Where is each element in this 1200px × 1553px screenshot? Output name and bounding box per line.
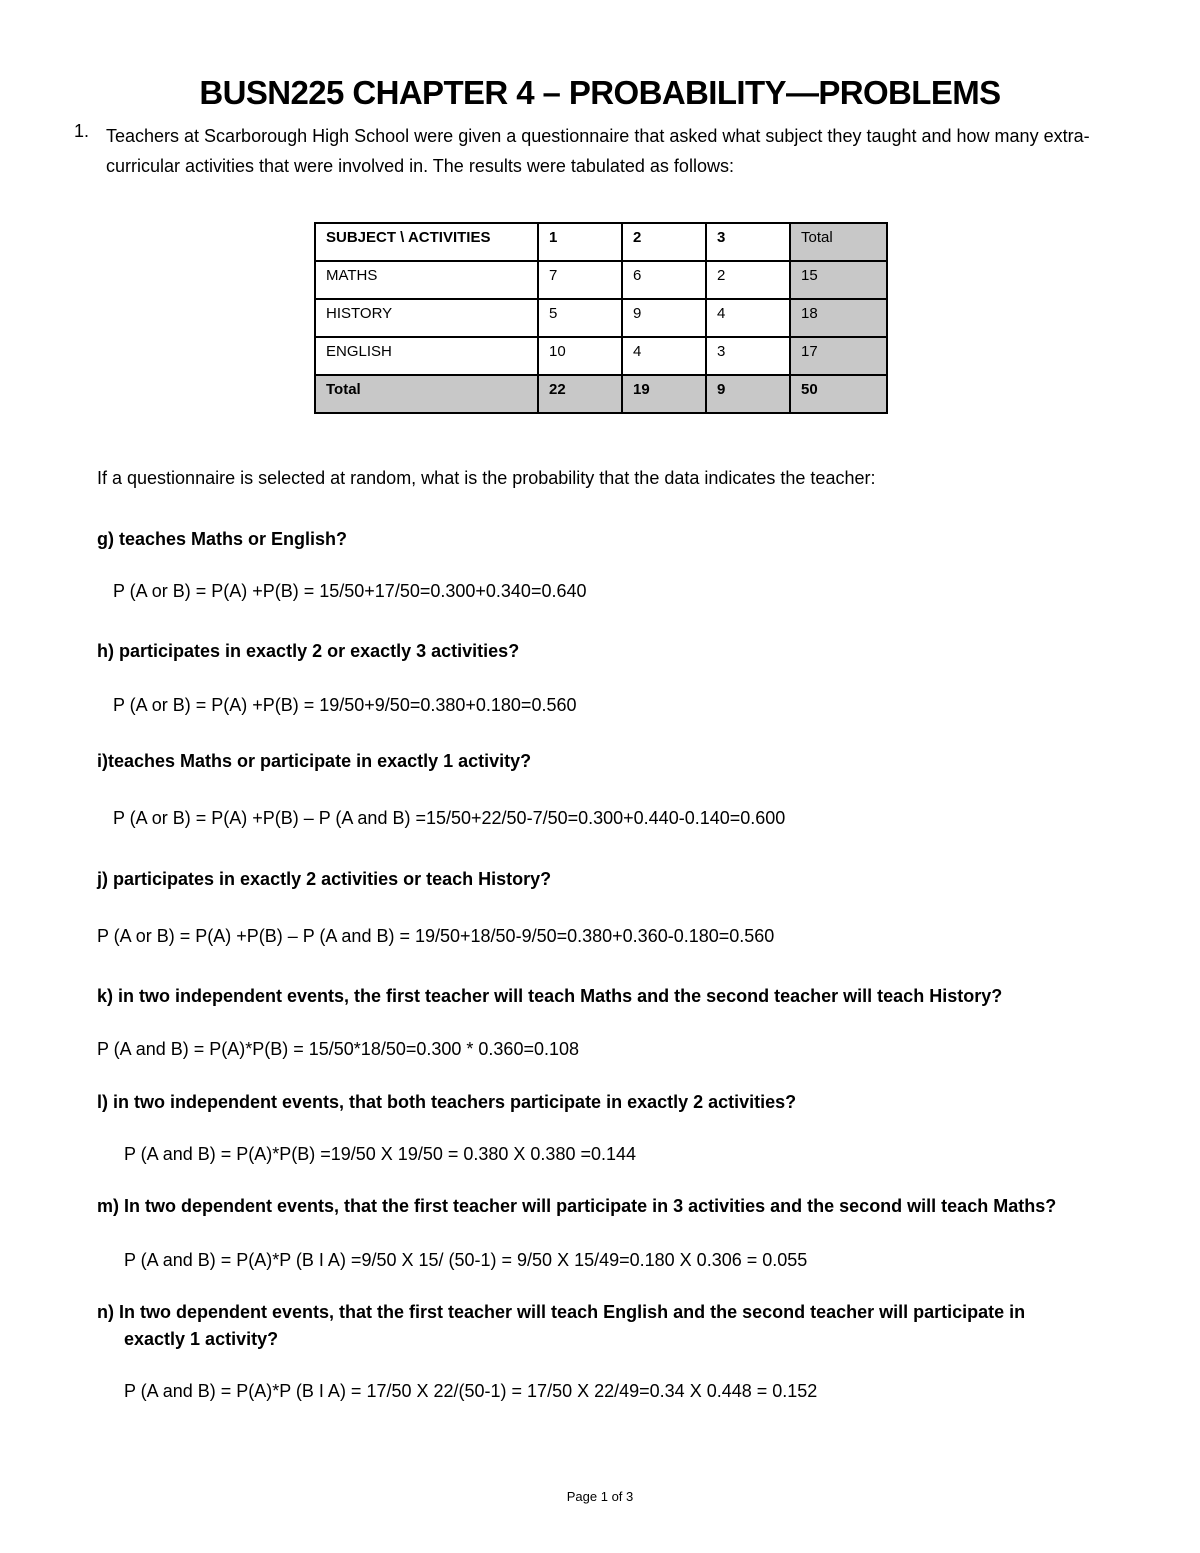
answer-i: P (A or B) = P(A) +P(B) – P (A and B) =15/50+22/50-7/50=0.300+0.440-0.140=0.600 <box>113 808 786 828</box>
table-cell: 7 <box>538 261 622 299</box>
problem-number: 1. <box>74 121 90 141</box>
answer-n: P (A and B) = P(A)*P (B I A) = 17/50 X 22/(50-1) = 17/50 X 22/49=0.34 X 0.448 = 0.152 <box>124 1381 818 1401</box>
question-n-continued: exactly 1 activity? <box>124 1329 279 1349</box>
table-total-row <box>315 375 887 413</box>
table-header-row <box>315 223 887 261</box>
question-k: k) in two independent events, the first teacher will teach Maths and the second teacher will teach History? <box>97 986 1003 1006</box>
answer-m: P (A and B) = P(A)*P (B I A) =9/50 X 15/ (50-1) = 9/50 X 15/49=0.180 X 0.306 = 0.055 <box>124 1250 808 1270</box>
table-cell: 15 <box>790 261 887 299</box>
table-cell: 50 <box>790 375 887 413</box>
table-header-cell: 1 <box>538 223 622 261</box>
table-cell: 2 <box>706 261 790 299</box>
question-h: h) participates in exactly 2 or exactly 3 activities? <box>97 641 520 661</box>
table-cell: 3 <box>706 337 790 375</box>
table-cell: 19 <box>622 375 706 413</box>
table-cell: ENGLISH <box>315 337 538 375</box>
page-number: Page 1 of 3 <box>566 1489 634 1504</box>
table-cell: 9 <box>622 299 706 337</box>
question-m: m) In two dependent events, that the first teacher will participate in 3 activities and the second will teach Maths? <box>97 1196 1057 1216</box>
answer-h: P (A or B) = P(A) +P(B) = 19/50+9/50=0.380+0.180=0.560 <box>113 695 577 715</box>
question-i: i)teaches Maths or participate in exactly 1 activity? <box>97 751 532 771</box>
answer-l: P (A and B) = P(A)*P(B) =19/50 X 19/50 = 0.380 X 0.380 =0.144 <box>124 1144 637 1164</box>
table-header-cell: Total <box>790 223 887 261</box>
table-row <box>315 299 887 337</box>
table-header-cell: 3 <box>706 223 790 261</box>
table-cell: Total <box>315 375 538 413</box>
table-cell: 17 <box>790 337 887 375</box>
question-j: j) participates in exactly 2 activities or teach History? <box>97 869 552 889</box>
question-g: g) teaches Maths or English? <box>97 529 348 549</box>
table-cell: 10 <box>538 337 622 375</box>
table-cell: 4 <box>622 337 706 375</box>
table-cell: MATHS <box>315 261 538 299</box>
table-row <box>315 337 887 375</box>
table-cell: HISTORY <box>315 299 538 337</box>
table-cell: 22 <box>538 375 622 413</box>
question-l: l) in two independent events, that both teachers participate in exactly 2 activities? <box>97 1092 797 1112</box>
answer-g: P (A or B) = P(A) +P(B) = 15/50+17/50=0.300+0.340=0.640 <box>113 581 587 601</box>
table-cell: 9 <box>706 375 790 413</box>
table-cell: 4 <box>706 299 790 337</box>
table-row <box>315 261 887 299</box>
table-cell: 6 <box>622 261 706 299</box>
survey-table <box>314 222 888 414</box>
table-header-cell: 2 <box>622 223 706 261</box>
answer-k: P (A and B) = P(A)*P(B) = 15/50*18/50=0.300 * 0.360=0.108 <box>97 1039 580 1059</box>
table-header-cell: SUBJECT \ ACTIVITIES <box>315 223 538 261</box>
problem-statement: Teachers at Scarborough High School were given a questionnaire that asked what subject they taught and how many extra-curricular activities that were involved in. The results were tabulated as follows: <box>106 126 1090 176</box>
page-title: BUSN225 CHAPTER 4 – PROBABILITY—PROBLEMS <box>199 74 1001 111</box>
question-n: n) In two dependent events, that the first teacher will teach English and the second teacher will participate in <box>97 1302 1026 1322</box>
table-cell: 5 <box>538 299 622 337</box>
question-prompt: If a questionnaire is selected at random, what is the probability that the data indicates the teacher: <box>97 468 876 488</box>
answer-j: P (A or B) = P(A) +P(B) – P (A and B) = 19/50+18/50-9/50=0.380+0.360-0.180=0.560 <box>97 926 775 946</box>
table-cell: 18 <box>790 299 887 337</box>
